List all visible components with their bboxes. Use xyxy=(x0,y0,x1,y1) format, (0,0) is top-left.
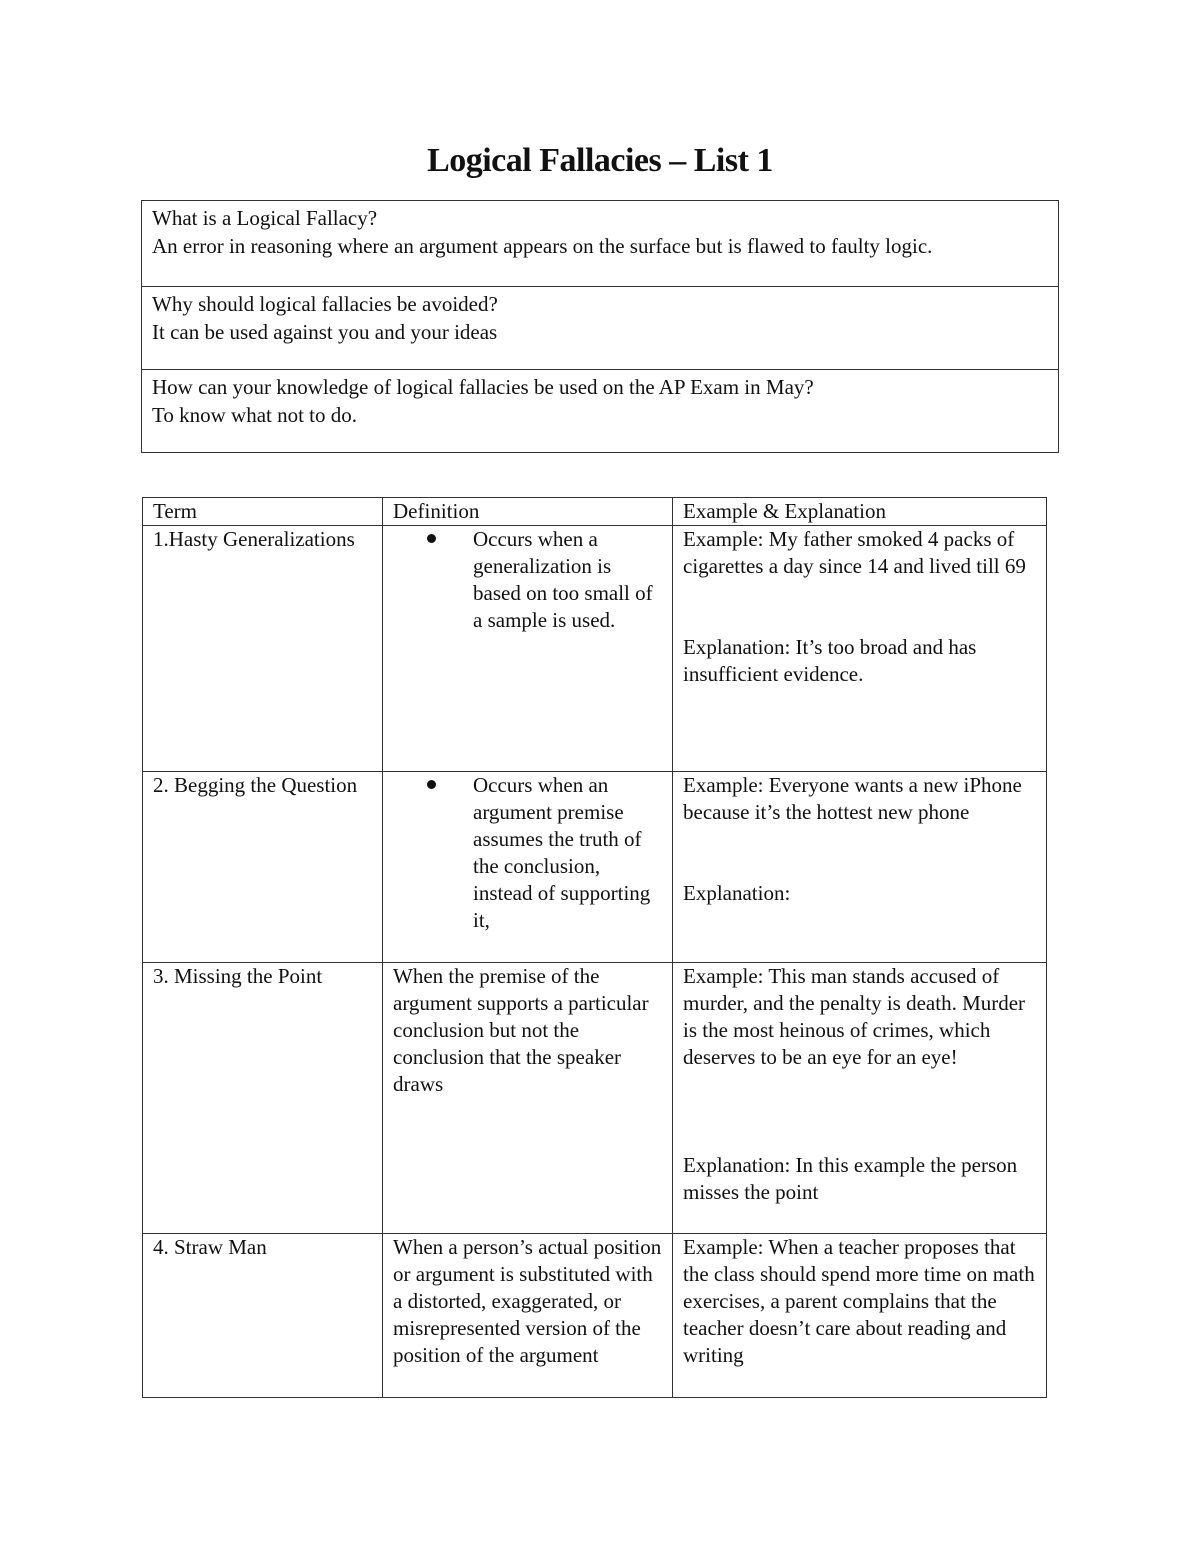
header-term: Term xyxy=(143,498,383,526)
header-example-explanation: Example & Explanation xyxy=(673,498,1047,526)
bullet-dot-icon xyxy=(427,772,473,934)
bulleted-definition xyxy=(393,772,662,934)
intro-row xyxy=(142,287,1059,370)
intro-answer: To know what not to do. xyxy=(152,403,358,427)
intro-qa-table xyxy=(141,200,1059,453)
explanation-text: Explanation: It’s too broad and has insufficient evidence. xyxy=(683,635,977,686)
intro-question: What is a Logical Fallacy? xyxy=(152,206,378,230)
example-cell xyxy=(673,772,1047,963)
term-cell: 1.Hasty Generalizations xyxy=(143,526,383,772)
term-cell: 4. Straw Man xyxy=(143,1234,383,1398)
intro-answer: It can be used against you and your ideas xyxy=(152,320,498,344)
table-row xyxy=(143,526,1047,772)
definition-text: When the premise of the argument supports a particular conclusion but not the conclusion that the speaker draws xyxy=(393,964,649,1096)
header-definition: Definition xyxy=(383,498,673,526)
explanation-text: Explanation: In this example the person misses the point xyxy=(683,1153,1018,1204)
fallacy-table xyxy=(142,497,1047,1398)
example-text: Example: This man stands accused of murder, and the penalty is death. Murder is the most heinous of crimes, which deserves to be an eye for an eye! xyxy=(683,964,1026,1069)
example-cell xyxy=(673,526,1047,772)
bullet-dot-icon xyxy=(427,526,473,634)
definition-cell xyxy=(383,526,673,772)
page-title: Logical Fallacies – List 1 xyxy=(427,142,773,179)
term-cell: 2. Begging the Question xyxy=(143,772,383,963)
example-text: Example: Everyone wants a new iPhone because it’s the hottest new phone xyxy=(683,773,1022,824)
bulleted-definition xyxy=(393,526,662,634)
example-cell xyxy=(673,963,1047,1234)
definition-text: Occurs when an argument premise assumes the truth of the conclusion, instead of supporting it, xyxy=(473,773,651,932)
definition-text: Occurs when a generalization is based on too small of a sample is used. xyxy=(473,527,653,632)
example-cell xyxy=(673,1234,1047,1398)
intro-question: How can your knowledge of logical fallacies be used on the AP Exam in May? xyxy=(152,375,814,399)
explanation-text: Explanation: xyxy=(683,881,791,905)
definition-text: When a person’s actual position or argument is substituted with a distorted, exaggerated, or misrepresented version of the position of the argument xyxy=(393,1235,662,1367)
definition-cell xyxy=(383,1234,673,1398)
example-text: Example: My father smoked 4 packs of cigarettes a day since 14 and lived till 69 xyxy=(683,527,1026,578)
intro-cell xyxy=(142,287,1059,370)
table-header-row xyxy=(143,498,1047,526)
term-cell: 3. Missing the Point xyxy=(143,963,383,1234)
intro-row xyxy=(142,201,1059,287)
definition-cell xyxy=(383,772,673,963)
intro-answer: An error in reasoning where an argument appears on the surface but is flawed to faulty logic. xyxy=(152,234,933,258)
table-row xyxy=(143,963,1047,1234)
intro-question: Why should logical fallacies be avoided? xyxy=(152,292,498,316)
intro-row xyxy=(142,370,1059,453)
example-text: Example: When a teacher proposes that the class should spend more time on math exercises, a parent complains that the teacher doesn’t care about reading and writing xyxy=(683,1235,1035,1367)
definition-cell xyxy=(383,963,673,1234)
table-row xyxy=(143,1234,1047,1398)
intro-cell xyxy=(142,370,1059,453)
intro-cell xyxy=(142,201,1059,287)
table-row xyxy=(143,772,1047,963)
